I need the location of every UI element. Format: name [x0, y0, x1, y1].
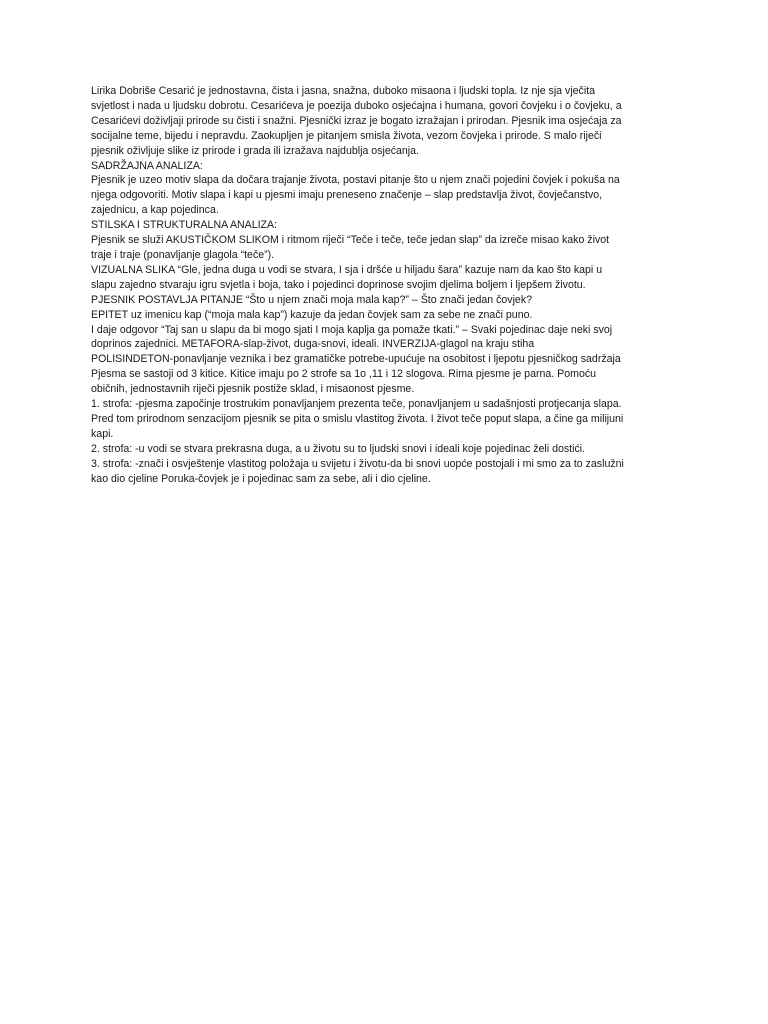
text-line: kao dio cjeline Poruka-čovjek je i pojedinac sam za sebe, ali i dio cjeline. [91, 472, 431, 485]
text-line: Pjesma se sastoji od 3 kitice. Kitice imaju po 2 strofe sa 1o ,11 i 12 slogova. Rima pjesme je parna. Pomoću [91, 368, 597, 381]
text-line: zajednicu, a kap pojedinca. [91, 204, 219, 217]
text-line: pjesnik oživljuje slike iz prirode i grada ili izražava najdublja osjećanja. [91, 144, 419, 157]
text-line: PJESNIK POSTAVLJA PITANJE “Što u njem znači moja mala kap?” – Što znači jedan čovjek? [91, 293, 533, 306]
text-line: svjetlost i nada u ljudsku dobrotu. Cesarićeva je poezija duboko osjećajna i humana, govori čovjeku i o čovjeku, a [91, 99, 622, 112]
text-line: Lirika Dobriše Cesarić je jednostavna, čista i jasna, snažna, duboko misaona i ljudski topla. Iz nje sja vječita [91, 85, 596, 97]
text-line: kapi. [91, 427, 114, 440]
text-line: traje i traje (ponavljanje glagola “teče”). [91, 248, 275, 261]
text-line: 3. strofa: -znači i osvještenje vlastitog položaja u svijetu i životu-da bi snovi uopće postojali i mi smo za to zaslužni [91, 457, 624, 470]
text-line: I daje odgovor “Taj san u slapu da bi mogo sjati I moja kaplja ga pomaže tkati.” – Svaki pojedinac daje neki svoj [91, 323, 613, 336]
text-line: slapu zajedno stvaraju igru svjetla i boja, tako i pojedinci doprinose svojim djelima boljem i ljepšem životu. [91, 278, 586, 291]
text-line: Pjesnik se služi AKUSTIČKOM SLIKOM i ritmom riječi “Teče i teče, teče jedan slap” da izreče misao kako život [91, 234, 610, 247]
text-line: doprinos zajednici. METAFORA-slap-život, duga-snovi, ideali. INVERZIJA-glagol na kraju stiha [91, 338, 535, 351]
text-line: 2. strofa: -u vodi se stvara prekrasna duga, a u životu su to ljudski snovi i ideali koje pojedinac želi dostići. [91, 442, 586, 455]
section-heading: SADRŽAJNA ANALIZA: [91, 159, 203, 172]
text-line: njega odgovoriti. Motiv slapa i kapi u pjesmi imaju preneseno značenje – slap predstavlja život, čovječanstvo, [91, 189, 603, 202]
section-heading: STILSKA I STRUKTURALNA ANALIZA: [91, 219, 278, 232]
text-line: običnih, jednostavnih riječi pjesnik postiže sklad, i misaonost pjesme. [91, 383, 415, 396]
text-line: EPITET uz imenicu kap (“moja mala kap”) kazuje da jedan čovjek sam za sebe ne znači puno. [91, 308, 533, 321]
text-line: POLISINDETON-ponavljanje veznika i bez gramatičke potrebe-upućuje na osobitost i ljepotu pjesničkog sadržaja [91, 353, 621, 366]
text-line: Pjesnik je uzeo motiv slapa da dočara trajanje života, postavi pitanje što u njem znači pojedini čovjek i pokuša na [91, 174, 620, 187]
text-line: socijalne teme, bijedu i nepravdu. Zaokupljen je pitanjem smisla života, vezom čovjeka i prirode. S malo riječi [91, 129, 602, 142]
text-line: Cesarićevi doživljaji prirode su čisti i snažni. Pjesnički izraz je bogato izražajan i prirodan. Pjesnik ima osjećaja za [91, 114, 622, 127]
text-line: Pred tom prirodnom senzacijom pjesnik se pita o smislu vlastitog života. I život teče poput slapa, a čine ga milijuni [91, 412, 624, 425]
text-line: VIZUALNA SLIKA “Gle, jedna duga u vodi se stvara, I sja i dršće u hiljadu šara” kazuje nam da kao što kapi u [91, 263, 603, 276]
document-page [91, 84, 687, 486]
text-line: 1. strofa: -pjesma započinje trostrukim ponavljanjem prezenta teče, ponavljanjem u sadašnjosti protjecanja slapa. [91, 398, 622, 411]
